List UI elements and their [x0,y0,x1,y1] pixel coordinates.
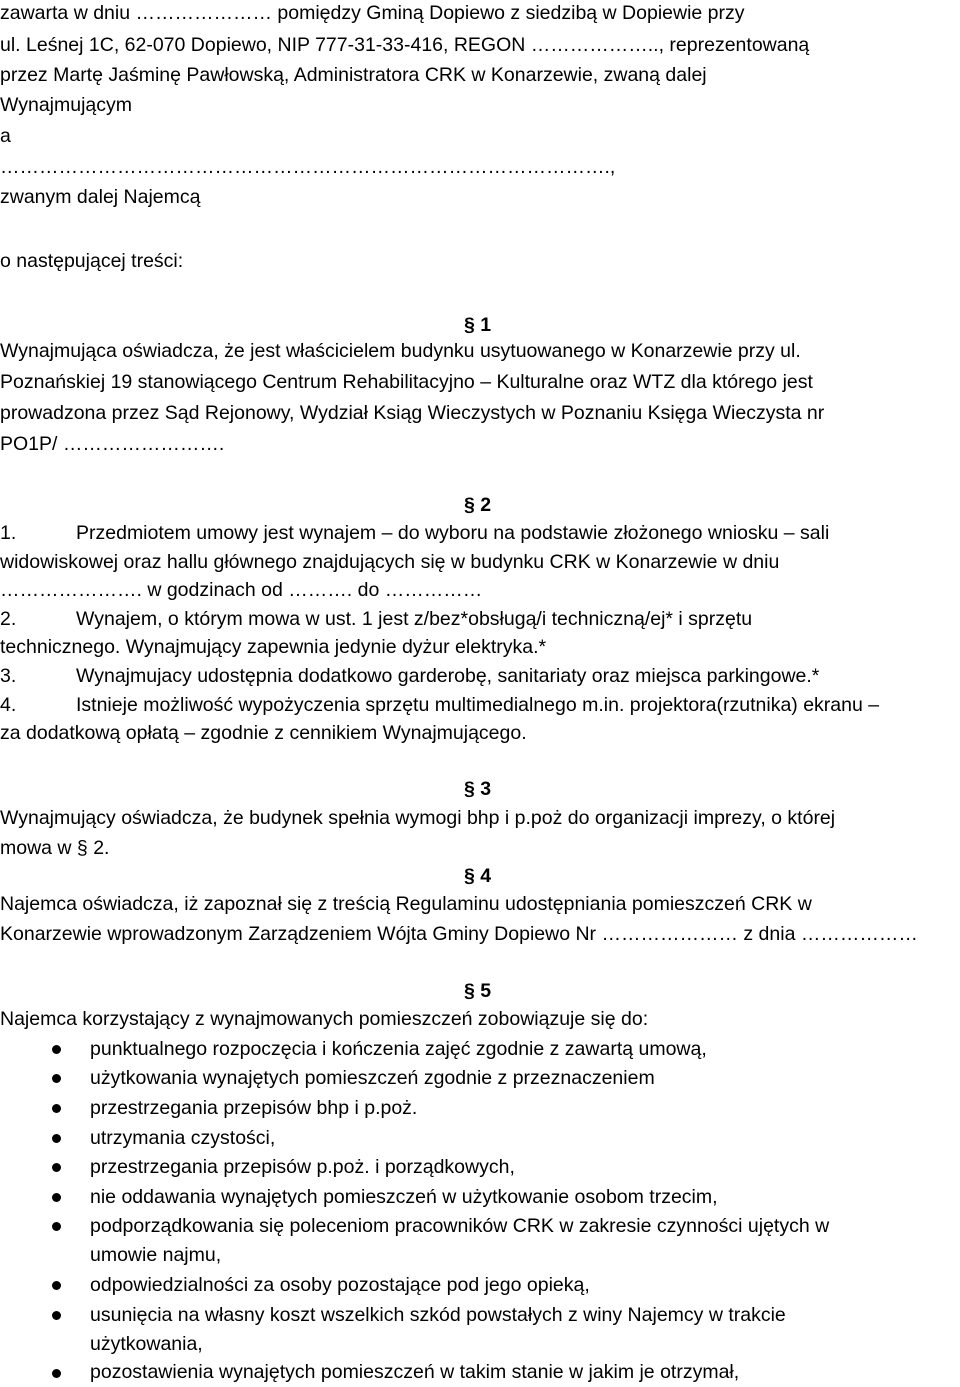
obligation-item: nie oddawania wynajętych pomieszczeń w użytkowanie osobom trzecim, [90,1186,718,1208]
bullet-icon [52,1281,61,1290]
bullet-icon [52,1163,61,1172]
section-5-heading: § 5 [464,980,492,1002]
intro-line-3: przez Martę Jaśminę Pawłowską, Administratora CRK w Konarzewie, zwaną dalej [0,64,707,86]
section-2-heading: § 2 [464,494,492,516]
bullet-icon [52,1074,61,1083]
item-text: technicznego. Wynajmujący zapewnia jedynie dyżur elektryka.* [0,636,547,658]
item-number: 2. [0,608,17,630]
section-1-line: Poznańskiej 19 stanowiącego Centrum Rehabilitacyjno – Kulturalne oraz WTZ dla którego jest [0,371,813,393]
section-4-heading: § 4 [464,865,492,887]
obligation-item: odpowiedzialności za osoby pozostające pod jego opieką, [90,1274,590,1296]
section-3-heading: § 3 [464,778,492,800]
obligation-item: przestrzegania przepisów p.poż. i porządkowych, [90,1156,515,1178]
section-1-line: Wynajmująca oświadcza, że jest właścicielem budynku usytuowanego w Konarzewie przy ul. [0,340,801,362]
item-text: za dodatkową opłatą – zgodnie z cennikiem Wynajmującego. [0,722,527,744]
section-1-heading: § 1 [464,314,492,336]
item-number: 3. [0,665,17,687]
item-text: …………………. w godzinach od ………. do …………… [0,579,483,601]
intro-line-2: ul. Leśnej 1C, 62-070 Dopiewo, NIP 777-31-33-416, REGON ……………….., reprezentowaną [0,34,810,56]
section-5-lead: Najemca korzystający z wynajmowanych pomieszczeń zobowiązuje się do: [0,1008,649,1030]
item-text: Przedmiotem umowy jest wynajem – do wyboru na podstawie złożonego wniosku – sali [76,522,830,544]
bullet-icon [52,1369,61,1378]
section-3-line: Wynajmujący oświadcza, że budynek spełnia wymogi bhp i p.poż do organizacji imprezy, o której [0,807,836,829]
intro-line-7: zwanym dalej Najemcą [0,186,201,208]
section-1-line: PO1P/ ……………………. [0,433,225,455]
obligation-item: podporządkowania się poleceniom pracowników CRK w zakresie czynności ujętych w [90,1215,830,1237]
item-number: 1. [0,522,17,544]
intro-line-8: o następującej treści: [0,250,184,272]
item-number: 4. [0,694,17,716]
bullet-icon [52,1045,61,1054]
obligation-item: przestrzegania przepisów bhp i p.poż. [90,1097,418,1119]
bullet-icon [52,1134,61,1143]
bullet-icon [52,1104,61,1113]
item-text: Istnieje możliwość wypożyczenia sprzętu multimedialnego m.in. projektora(rzutnika) ekranu – [76,694,880,716]
obligation-item: pozostawienia wynajętych pomieszczeń w takim stanie w jakim je otrzymał, [90,1361,740,1383]
intro-line-6: …………………………………………………………………………………., [0,156,616,178]
item-text: widowiskowej oraz hallu głównego znajdujących się w budynku CRK w Konarzewie w dniu [0,551,780,573]
intro-line-1: zawarta w dniu ………………… pomiędzy Gminą Dopiewo z siedzibą w Dopiewie przy [0,2,745,24]
bullet-icon [52,1222,61,1231]
bullet-icon [52,1193,61,1202]
obligation-item-cont: użytkowania, [90,1333,203,1355]
item-text: Wynajem, o którym mowa w ust. 1 jest z/bez*obsługą/i techniczną/ej* i sprzętu [76,608,753,630]
obligation-item: utrzymania czystości, [90,1127,276,1149]
section-4-line: Konarzewie wprowadzonym Zarządzeniem Wójta Gminy Dopiewo Nr ………………… z dnia ……………… [0,923,918,945]
intro-line-5: a [0,125,11,147]
section-4-line: Najemca oświadcza, iż zapoznał się z treścią Regulaminu udostępniania pomieszczeń CRK w [0,893,812,915]
obligation-item: użytkowania wynajętych pomieszczeń zgodnie z przeznaczeniem [90,1067,655,1089]
obligation-item-cont: umowie najmu, [90,1244,222,1266]
obligation-item: usunięcia na własny koszt wszelkich szkód powstałych z winy Najemcy w trakcie [90,1304,786,1326]
bullet-icon [52,1311,61,1320]
section-3-line: mowa w § 2. [0,837,110,859]
intro-line-4: Wynajmującym [0,94,133,116]
obligation-item: punktualnego rozpoczęcia i kończenia zajęć zgodnie z zawartą umową, [90,1038,707,1060]
item-text: Wynajmujacy udostępnia dodatkowo garderobę, sanitariaty oraz miejsca parkingowe.* [76,665,820,687]
section-1-line: prowadzona przez Sąd Rejonowy, Wydział Ksiąg Wieczystych w Poznaniu Księga Wieczysta nr [0,402,825,424]
